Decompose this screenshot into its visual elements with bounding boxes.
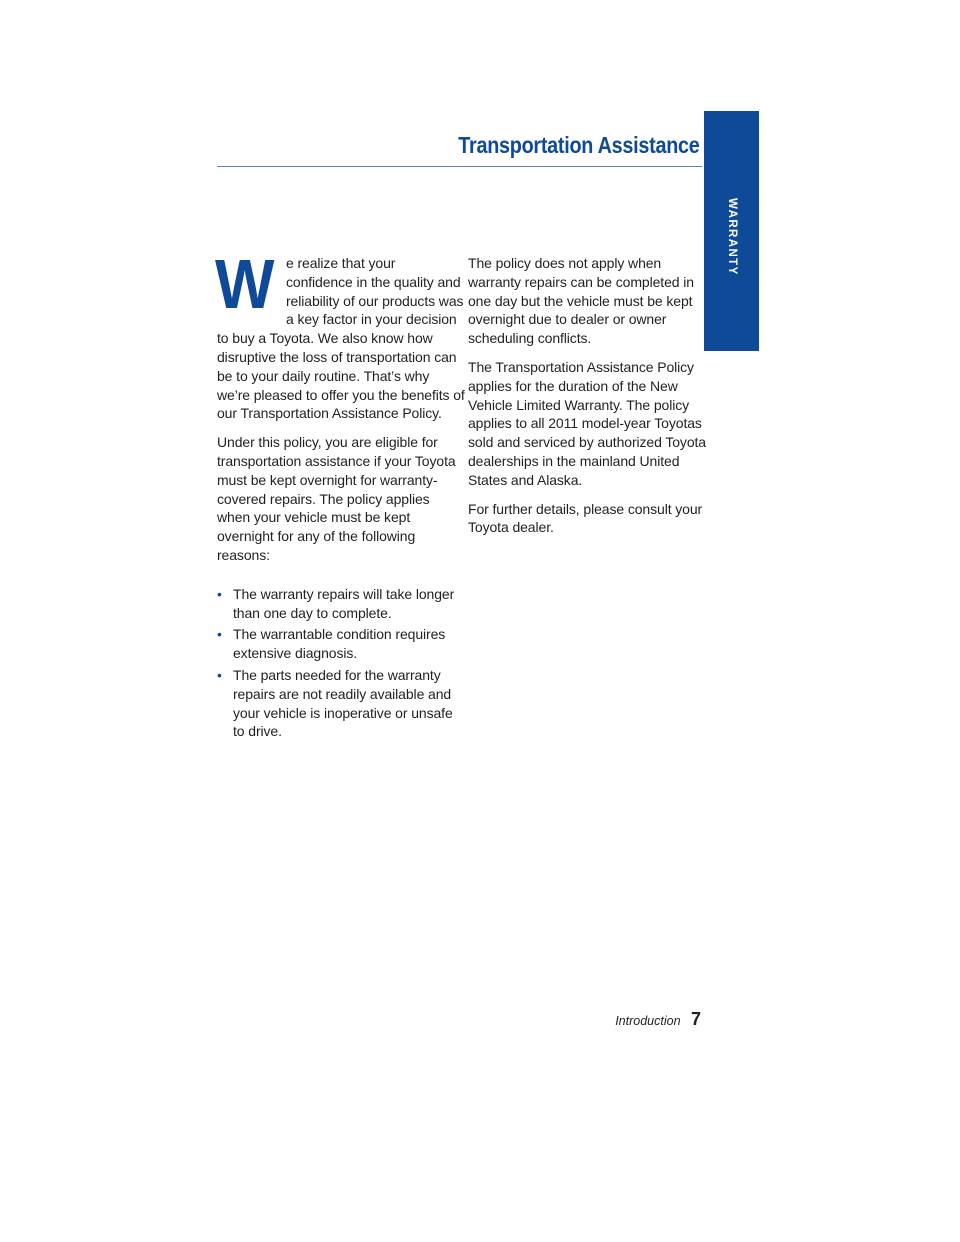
dealer-paragraph: For further details, please consult your Toyota dealer. [468,500,703,536]
bullet-icon: • [217,666,222,683]
page-footer [615,1009,701,1030]
list-item [217,585,465,623]
scheduling-paragraph: The policy does not apply when warranty repairs can be completed in one day but the vehicle must be kept overnight due to dealer or owner scheduling conflicts. [468,255,694,347]
page-number: 7 [690,1009,701,1029]
drop-cap: W [215,245,275,323]
bullet-icon: • [217,626,222,643]
section-tab-label: WARRANTY [726,198,738,276]
bullet-icon: • [217,585,222,602]
title-divider [217,166,702,167]
duration-paragraph: The Transportation Assistance Policy applies for the duration of the New Vehicle Limited Warranty. The policy applies to all 2011 model-year Toyotas sold and serviced by authorized Toyota dealerships in the mainland United States and Alaska. [468,358,706,488]
right-column [468,254,706,547]
eligibility-paragraph: Under this policy, you are eligible for transportation assistance if your Toyota must be kept overnight for warranty-covered repairs. The policy applies when your vehicle must be kept overnight for any of the following reasons: [217,434,456,563]
left-column [215,245,465,744]
list-item [217,666,465,741]
intro-text: e realize that your confidence in the quality and reliability of our products was a key factor in your decision to buy a Toyota. We also know how disruptive the loss of transportation can be to your daily routine. That’s why we’re pleased to offer you the benefits of our Transportation Assistance Policy. [217,255,465,422]
footer-section-label: Introduction [615,1014,681,1028]
reasons-list [217,585,465,741]
list-item-text: The parts needed for the warranty repairs are not readily available and your vehicle is inoperative or unsafe to drive. [233,666,453,740]
list-item-text: The warrantable condition requires extensive diagnosis. [233,626,446,662]
page-title: Transportation Assistance [458,132,700,158]
intro-paragraph [215,245,465,423]
list-item [217,625,465,663]
list-item-text: The warranty repairs will take longer than one day to complete. [233,585,455,621]
